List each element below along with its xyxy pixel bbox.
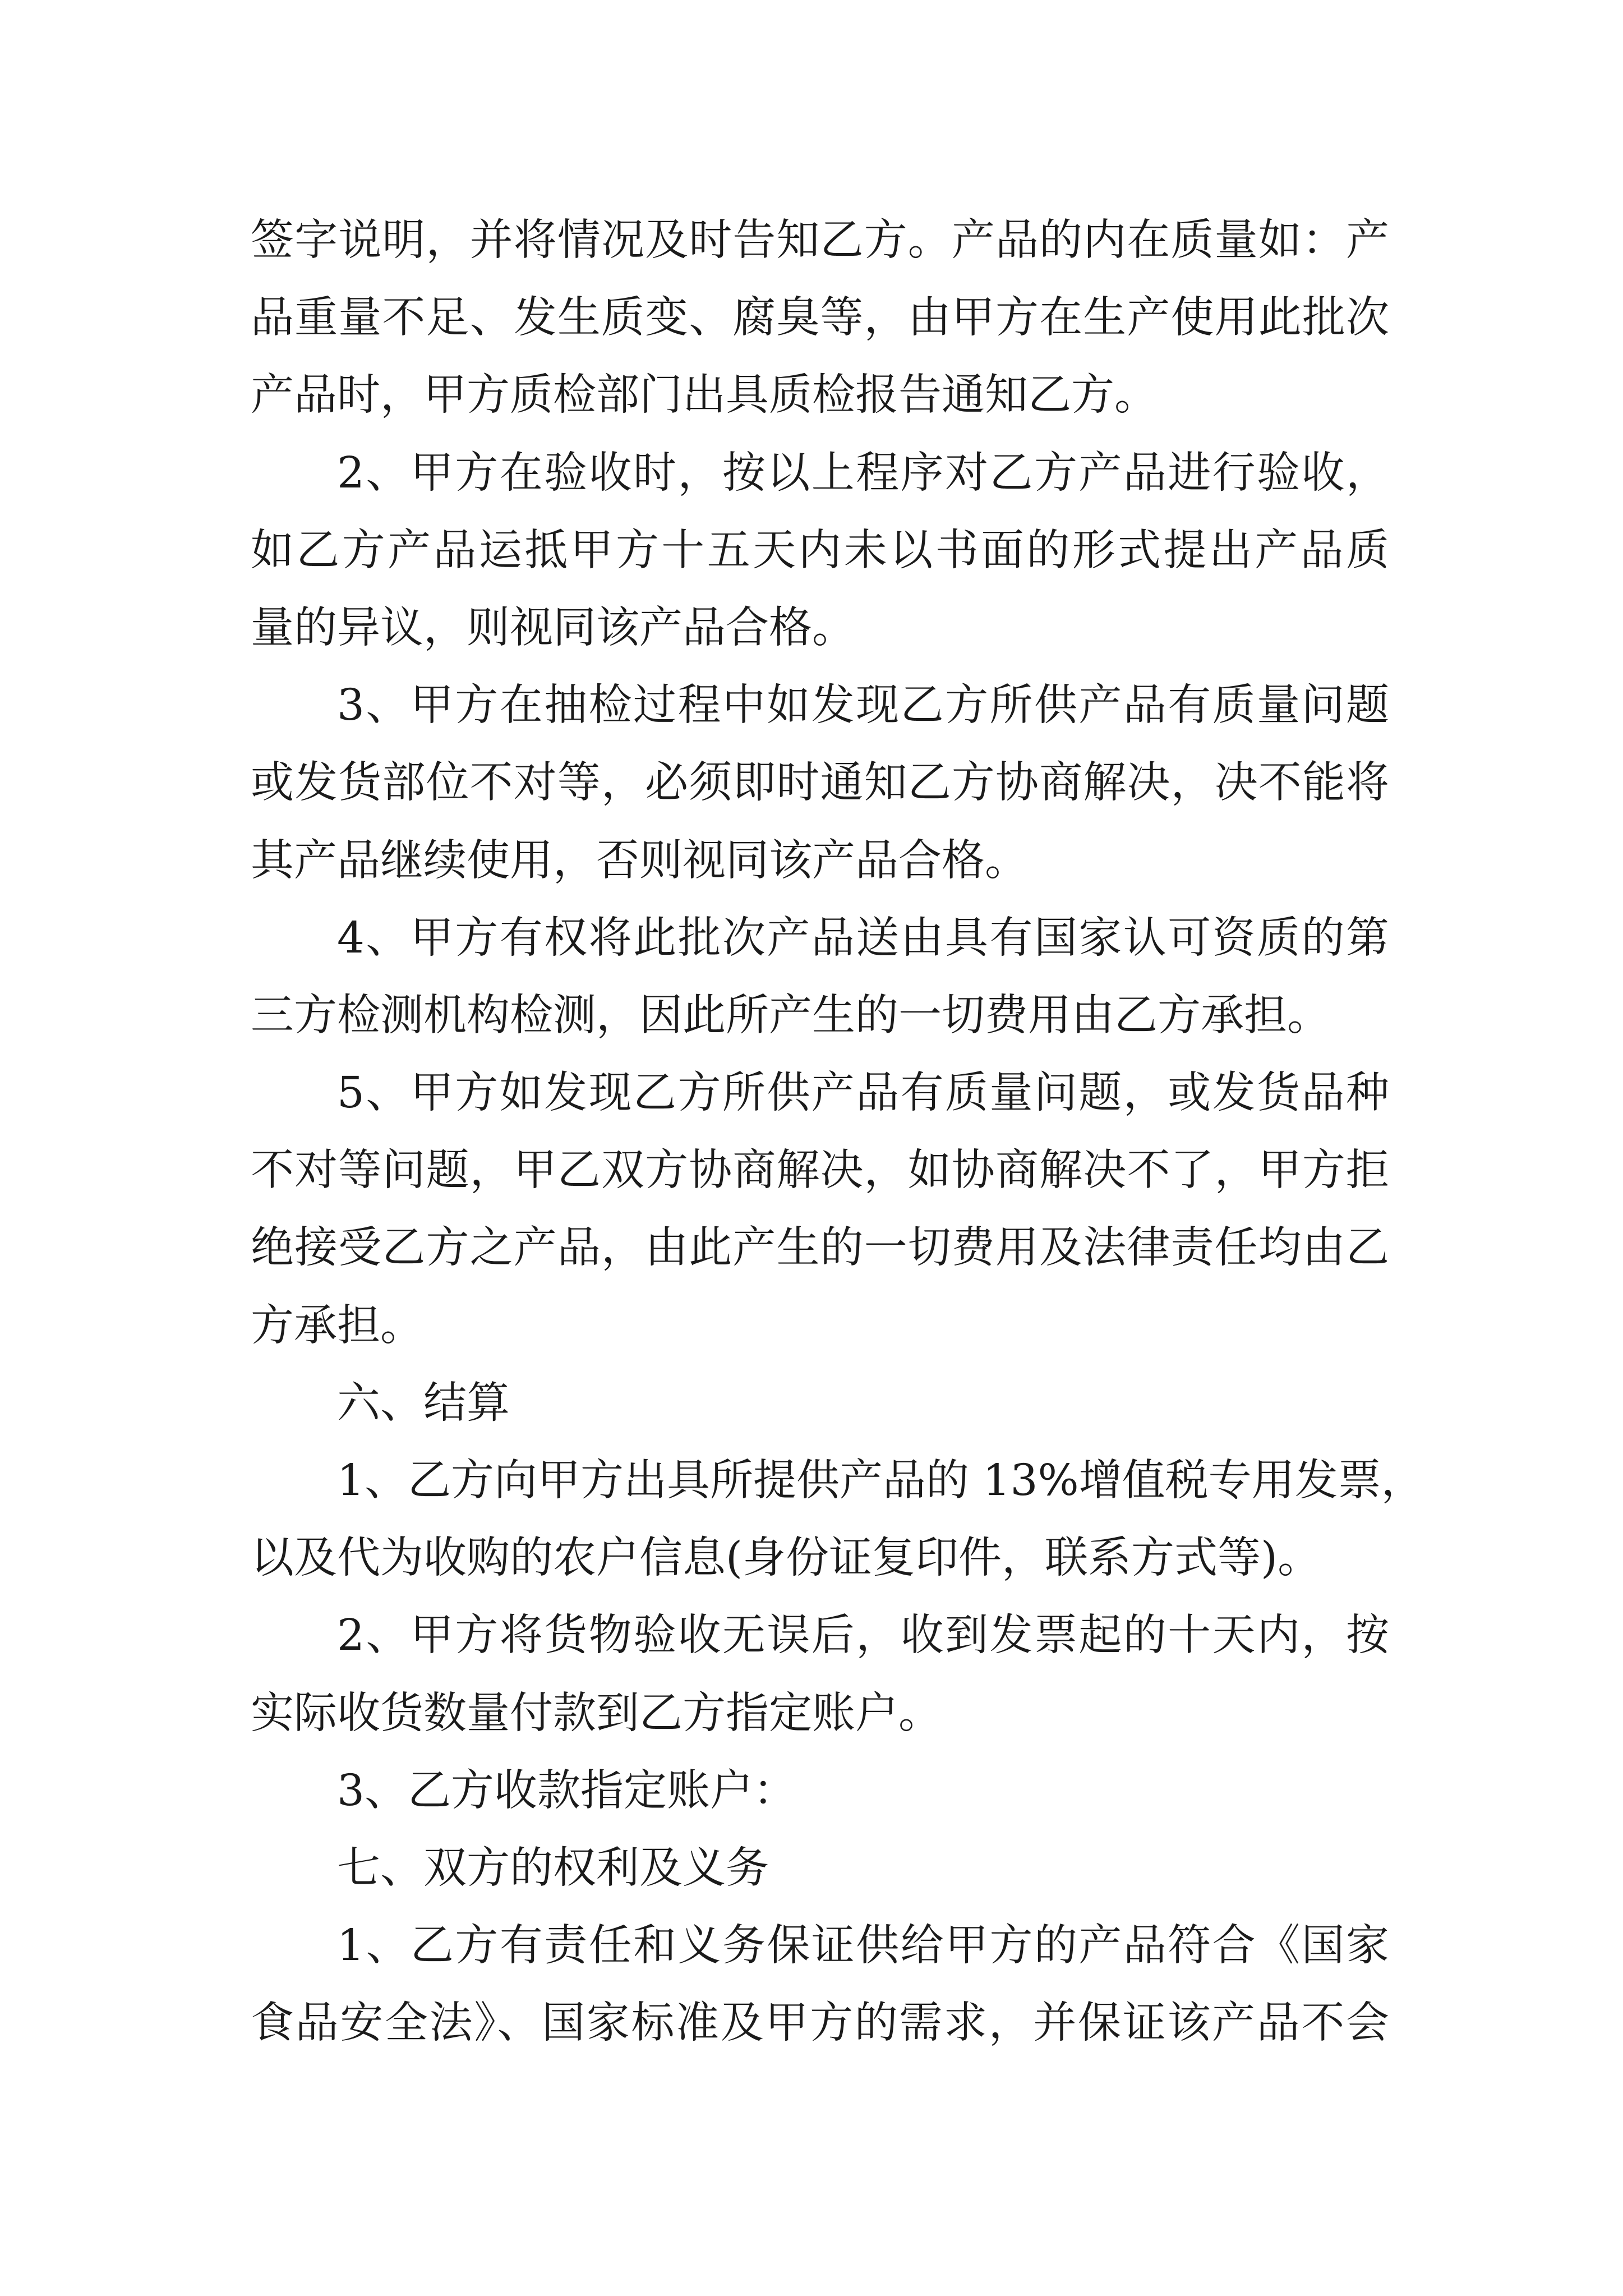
text-line: 产品时，甲方质检部门出具质检报告通知乙方。 (251, 370, 1158, 421)
text-line: 3、甲方在抽检过程中如发现乙方所供产品有质量问题 (337, 680, 1389, 731)
section-heading (251, 1365, 1389, 1442)
text-line: 2、甲方在验收时，按以上程序对乙方产品进行验收， (337, 448, 1389, 498)
text-line: 5、甲方如发现乙方所供产品有质量问题，或发货品种 (337, 1068, 1389, 1119)
paragraph (251, 1055, 1389, 1365)
text-line: 绝接受乙方之产品，由此产生的一切费用及法律责任均由乙 (251, 1223, 1389, 1273)
paragraph (251, 900, 1389, 1055)
text-line: 以及代为收购的农户信息(身份证复印件，联系方式等)。 (251, 1533, 1321, 1584)
text-line: 3、乙方收款指定账户： (337, 1765, 796, 1816)
text-line: 2、甲方将货物验收无误后，收到发票起的十天内，按 (337, 1611, 1389, 1661)
section-heading-text: 六、结算 (337, 1378, 510, 1428)
text-line: 实际收货数量付款到乙方指定账户。 (251, 1688, 942, 1738)
text-line: 食品安全法》、国家标准及甲方的需求，并保证该产品不会 (251, 1998, 1389, 2049)
text-line: 不对等问题，甲乙双方协商解决，如协商解决不了，甲方拒 (251, 1145, 1389, 1196)
paragraph (251, 1442, 1424, 1597)
paragraph (251, 667, 1389, 900)
section-heading-text: 七、双方的权利及义务 (337, 1843, 769, 1893)
text-line: 量的异议，则视同该产品合格。 (251, 602, 855, 653)
text-line: 签字说明，并将情况及时告知乙方。产品的内在质量如：产 (251, 215, 1389, 265)
text-line: 如乙方产品运抵甲方十五天内未以书面的形式提出产品质 (251, 525, 1389, 576)
text-line: 品重量不足、发生质变、腐臭等，由甲方在生产使用此批次 (251, 293, 1389, 343)
text-line: 1、乙方向甲方出具所提供产品的 13%增值税专用发票， (337, 1456, 1424, 1506)
paragraph (251, 1597, 1389, 1752)
document-body (251, 202, 1424, 2063)
paragraph (251, 435, 1389, 668)
text-line: 方承担。 (251, 1300, 423, 1351)
text-line: 1、乙方有责任和义务保证供给甲方的产品符合《国家 (337, 1921, 1389, 1971)
text-line: 或发货部位不对等，必须即时通知乙方协商解决，决不能将 (251, 758, 1389, 808)
text-line: 4、甲方有权将此批次产品送由具有国家认可资质的第 (337, 913, 1389, 963)
section-heading (251, 1830, 1389, 1907)
paragraph (251, 202, 1389, 435)
text-line: 三方检测机构检测，因此所产生的一切费用由乙方承担。 (251, 990, 1330, 1041)
paragraph (251, 1907, 1389, 2062)
paragraph (251, 1752, 1389, 1830)
text-line: 其产品继续使用，否则视同该产品合格。 (251, 835, 1028, 886)
